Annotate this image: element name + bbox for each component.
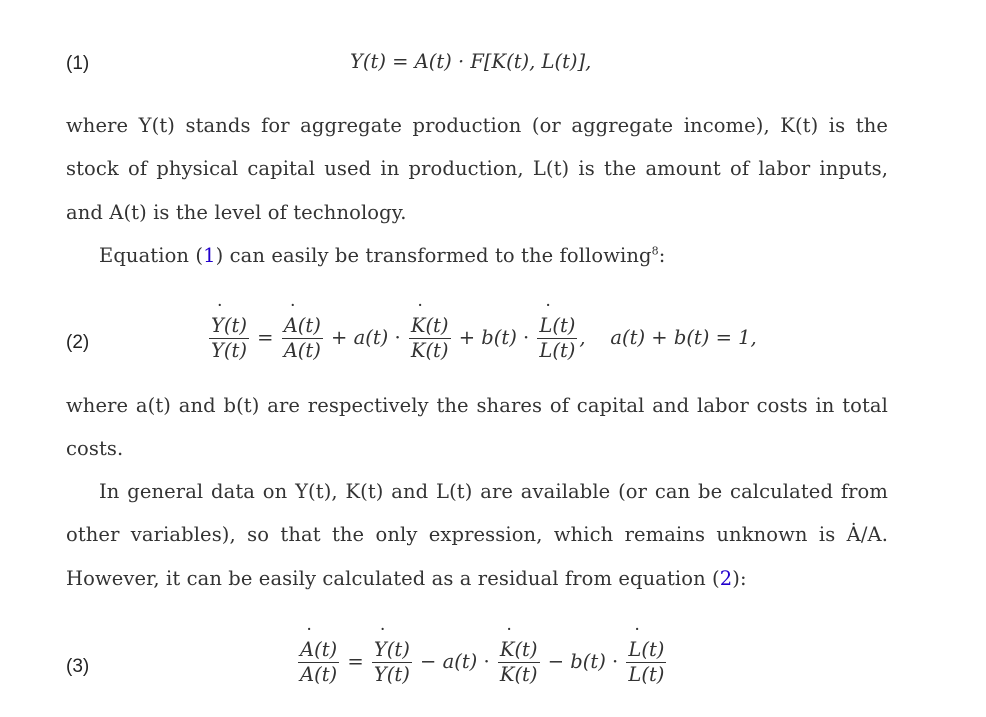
- paragraph-2: [66, 234, 888, 277]
- paragraph-4: [66, 470, 888, 600]
- paragraph-3-line-1: where a(t) and b(t) are respectively the shares of capital and labor costs in total: [66, 394, 888, 417]
- equation-1-link[interactable]: 1: [203, 244, 216, 267]
- equation-2: ˙ $\frac{Y(t)}{Y(t)}$ = ˙ $\frac{A(t)}{A(t)}$ + a(t) · ˙ $\frac{K(t)}{K(t)}$ + b(t) · ˙ $\frac{L(t)}{L(t)}$ , a(t) + b(t) = 1,: [207, 314, 757, 363]
- equation-number-1: (1): [66, 53, 90, 74]
- equation-2-constraint: a(t) + b(t) = 1,: [610, 326, 757, 349]
- paragraph-1-line-1: where Y(t) stands for aggregate production (or aggregate income), K(t) is the: [66, 114, 888, 137]
- footnote-8-marker[interactable]: 8: [651, 244, 659, 258]
- paragraph-4-line-3: [66, 557, 888, 600]
- equation-number-2: (2): [66, 332, 90, 353]
- paragraph-1-line-3: and A(t) is the level of technology.: [66, 200, 407, 224]
- paragraph-2-text-after: ) can easily be transformed to the following: [215, 244, 652, 267]
- paragraph-2-end: :: [658, 244, 666, 267]
- paragraph-1: [66, 104, 888, 234]
- paragraph-3: [66, 384, 888, 471]
- paragraph-4-line-3-after: ):: [732, 566, 747, 590]
- equation-2-link[interactable]: 2: [719, 566, 733, 590]
- paragraph-4-line-3-before: However, it can be easily calculated as a residual from equation (: [66, 566, 720, 590]
- paragraph-3-line-2: costs.: [66, 437, 124, 461]
- equation-3: ˙ $\frac{A(t)}{A(t)}$ = ˙ $\frac{Y(t)}{Y(t)}$ − a(t) · ˙ $\frac{K(t)}{K(t)}$ − b(t) · ˙ $\frac{L(t)}{L(t)}$: [296, 638, 668, 687]
- paragraph-2-text-before: Equation (: [99, 244, 204, 267]
- paragraph-1-line-2: stock of physical capital used in production, L(t) is the amount of labor inputs,: [66, 157, 888, 181]
- paragraph-4-line-1: In general data on Y(t), K(t) and L(t) are available (or can be calculated from: [99, 480, 888, 503]
- equation-number-3: (3): [66, 656, 90, 677]
- paragraph-4-line-2: other variables), so that the only expression, which remains unknown is Ȧ/A.: [66, 523, 888, 547]
- equation-1: Y(t) = A(t) · F[K(t), L(t)],: [350, 50, 592, 73]
